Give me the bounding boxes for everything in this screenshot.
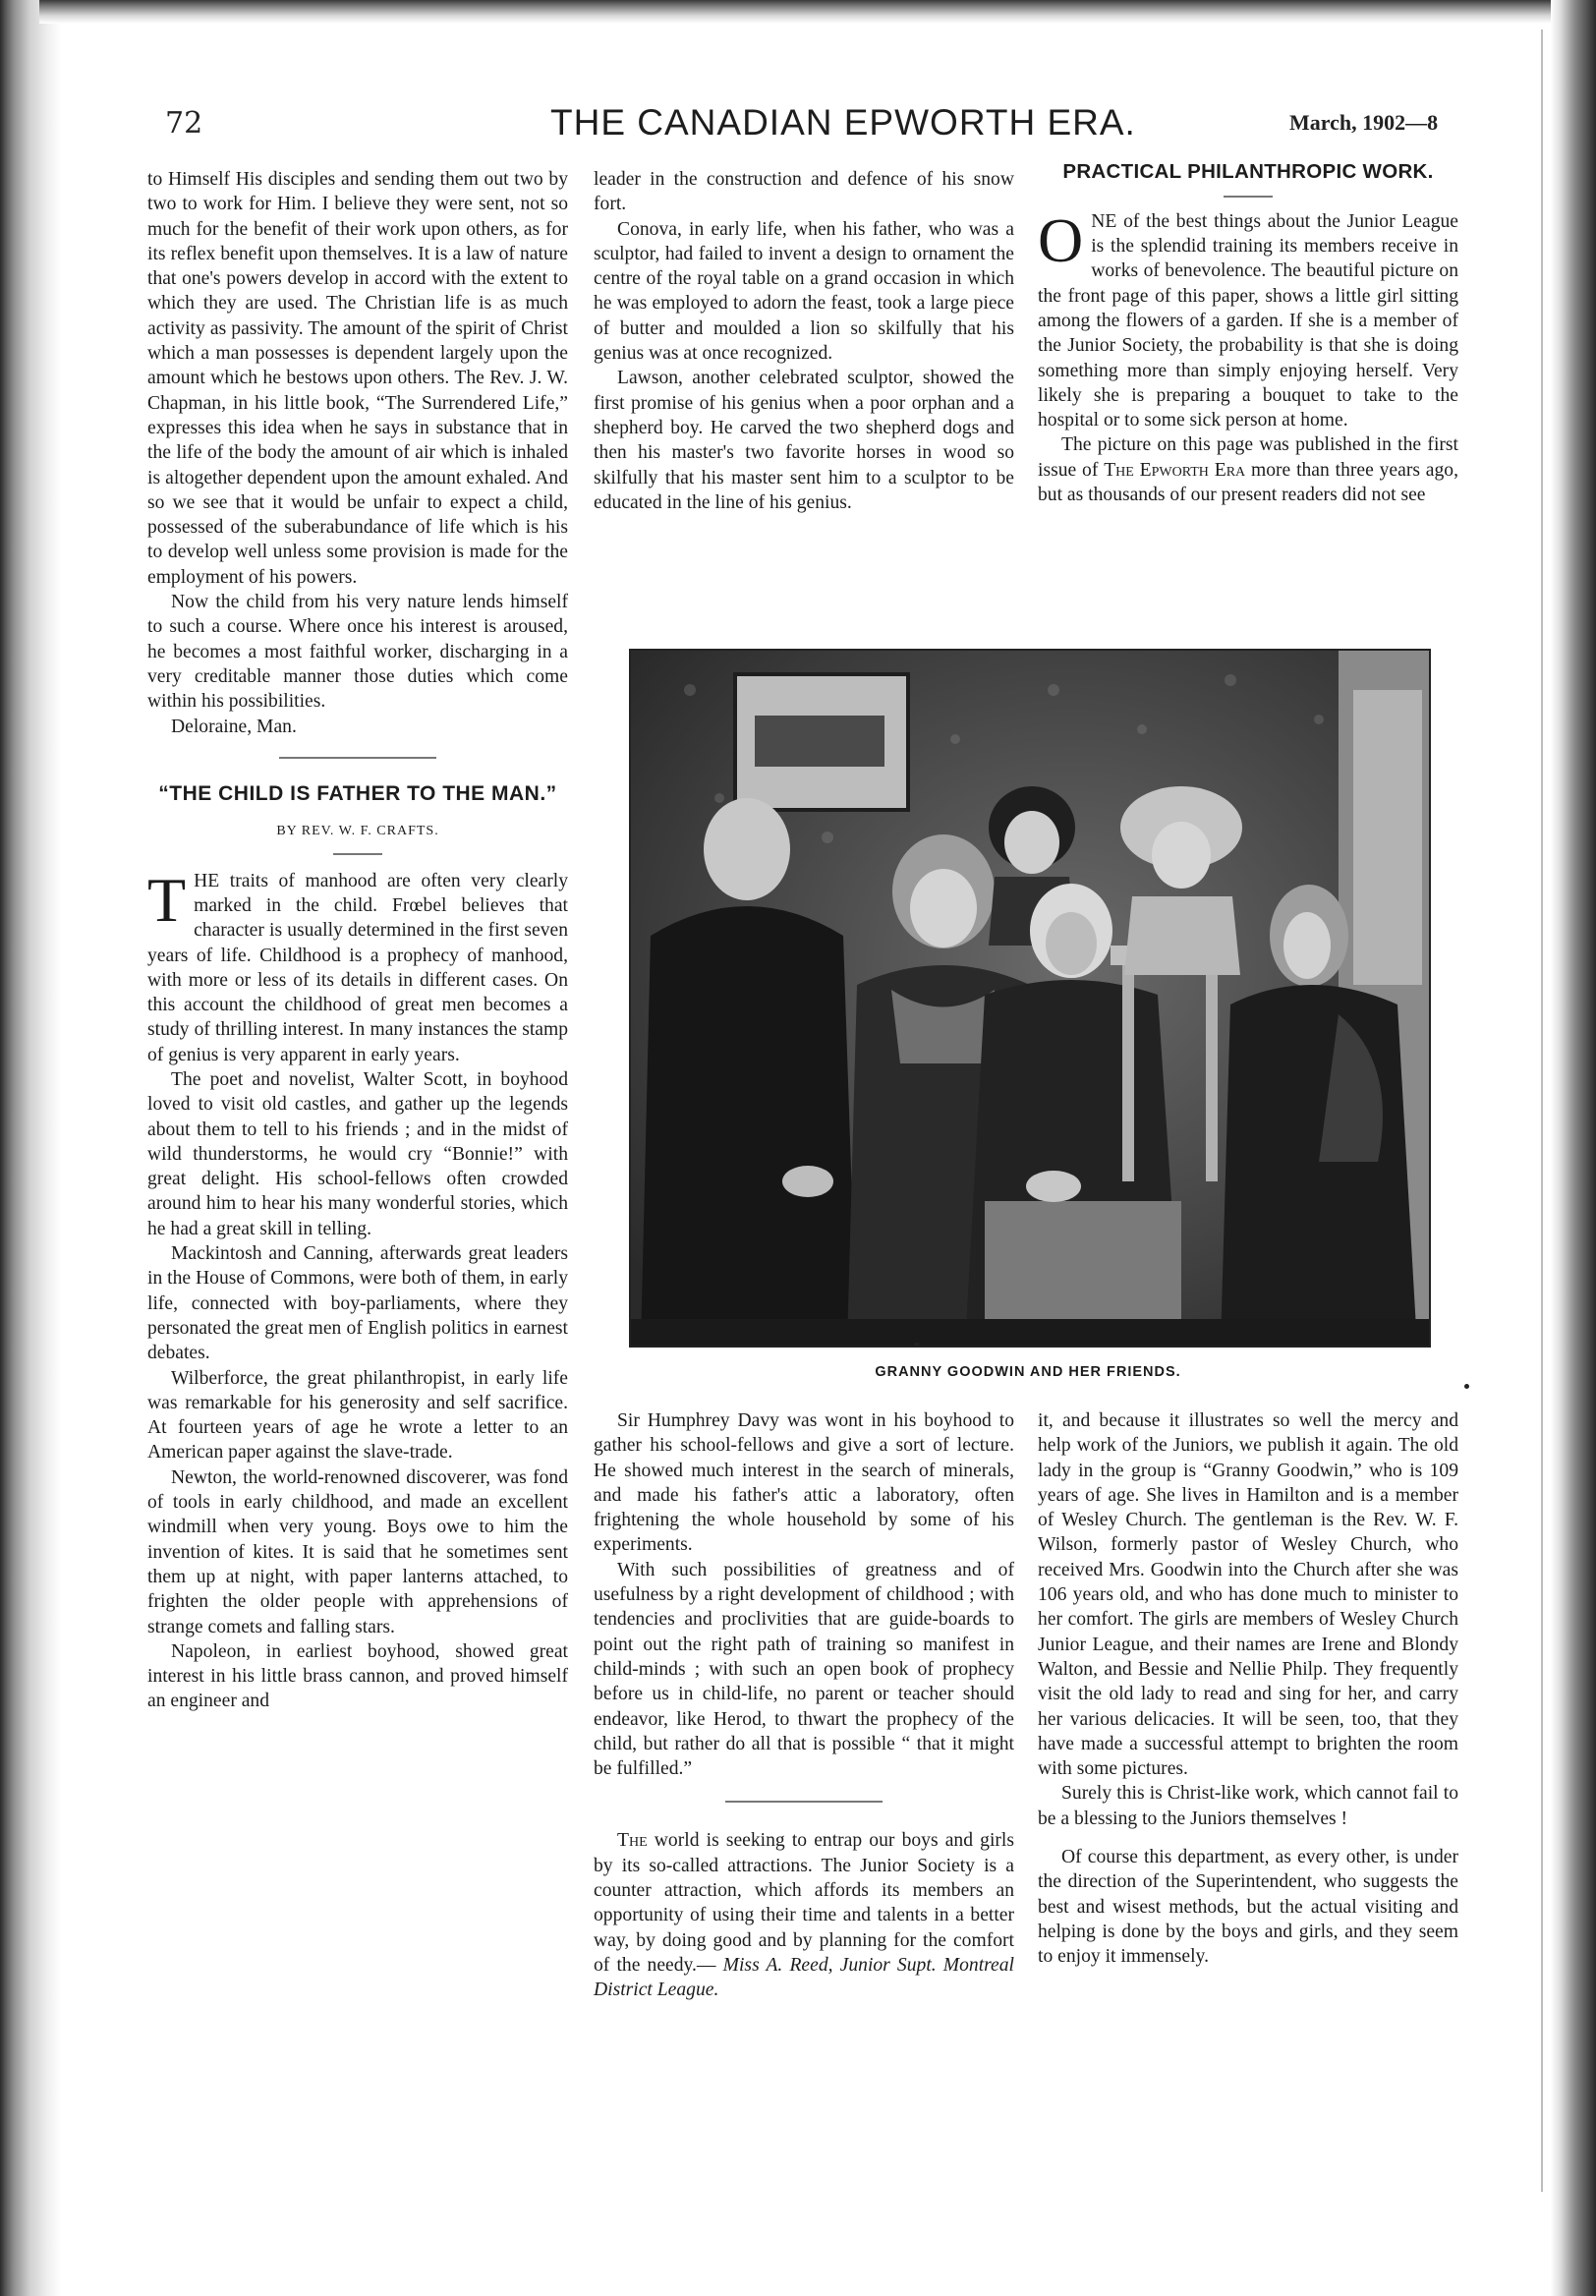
page-edge-line <box>1541 29 1543 2192</box>
divider-rule <box>279 757 436 759</box>
divider-rule <box>333 853 382 855</box>
column-2-top <box>594 167 1014 515</box>
issue-date: March, 1902—8 <box>1289 110 1439 135</box>
signoff: Deloraine, Man. <box>171 716 297 737</box>
scan-speck <box>1464 1384 1469 1389</box>
divider-rule <box>725 1801 883 1803</box>
right-edge-shadow <box>1551 0 1596 2296</box>
col2-paragraph: Lawson, another celebrated sculptor, showed the first promise of his genius when a poor orphan and a shepherd boy. He carved the two shepherd dogs and then his master's two favorite horses in wood so skilfully that his master sent him to a sculptor to be educated in the line of his genius. <box>594 368 1014 513</box>
drop-cap: T <box>147 864 187 935</box>
col3-paragraph <box>1038 432 1458 507</box>
paragraph-text: The picture on this page was published in the first issue of <box>1038 434 1458 481</box>
paragraph-text: more than three years ago, but as thousands of our present readers did not see <box>1038 459 1458 506</box>
col2-paragraph: With such possibilities of greatness and of usefulness by a right development of childhood ; with tendencies and proclivities that are guide-boards to point out the right path of training so manifest in child-minds ; with such an open book of prophecy before us in child-life, no parent or teacher should endeavor, like Herod, to thwart the prophecy of the child, but rather do all that is possible “ that it might be fulfilled.” <box>594 1559 1014 1780</box>
group-photograph <box>629 649 1431 1348</box>
col2-paragraph: leader in the construction and defence of his snow fort. <box>594 169 1014 215</box>
col3-paragraph: Surely this is Christ-like work, which cannot fail to be a blessing to the Juniors themselves ! <box>1038 1783 1458 1829</box>
page-number: 72 <box>165 106 203 141</box>
column-1 <box>147 167 568 1714</box>
col1-paragraph: The poet and novelist, Walter Scott, in boyhood loved to visit old castles, and gather up the legends about them to tell to his friends ; and in the midst of wild thunderstorms, he would cry “Bonnie!” with great delight. His school-fellows often crowded around him to hear his many wonderful stories, which he had a great skill in telling. <box>147 1069 568 1239</box>
section-title: PRACTICAL PHILANTHROPIC WORK. <box>1062 160 1434 183</box>
article-opening <box>147 864 568 1067</box>
divider-rule <box>1224 196 1273 198</box>
byline: BY REV. W. F. CRAFTS. <box>276 823 439 838</box>
col3-paragraph: Of course this department, as every other, is under the direction of the Superintendent, who suggests the best and wisest methods, but the actual visiting and helping is done by the boys and girls, and they seem to enjoy it immensely. <box>1038 1847 1458 1968</box>
running-head <box>0 102 1596 151</box>
col1-paragraph: Napoleon, in earliest boyhood, showed great interest in his little brass cannon, and proved himself an engineer and <box>147 1640 568 1712</box>
col3-paragraph: it, and because it illustrates so well the mercy and help work of the Juniors, we publish it again. The old lady in the group is “Granny Goodwin,” who is 109 years of age. She lives in Hamilton and is a member of Wesley Church. The gentleman is the Rev. W. F. Wilson, formerly pastor of Wesley Church, who received Mrs. Goodwin into the Church after she was 106 years old, and who has done much to minister to her comfort. The girls are members of Wesley Church Junior League, and their names are Irene and Blondy Walton, and Bessie and Nellie Philp. They frequently visit the old lady to read and sing for her, and carry her various delicacies. It will be seen, too, that they have made a successful attempt to brighten the room with some pictures. <box>1038 1410 1458 1780</box>
col3-paragraph: NE of the best things about the Junior League is the splendid training its members receive in works of benevolence. The beautiful picture on the front page of this paper, shows a little girl sitting among the flowers of a garden. If she is a member of the Junior Society, the probability is that she is doing something more than simply enjoying herself. Very likely she is preparing a bouquet to take to the hospital or to some sick person at home. <box>1038 210 1458 431</box>
photo-illustration <box>631 651 1429 1346</box>
column-2-bottom <box>594 1408 1014 2003</box>
paragraph-text: world is seeking to entrap our boys and girls by its so-called attractions. The Junior Society is a counter attraction, which affords its members an opportunity of using their time and talents in a better way, by doing good and by planning for the comfort of the needy.— <box>594 1830 1014 1976</box>
col1-paragraph: Newton, the world-renowned discoverer, was fond of tools in early childhood, and made an excellent windmill when very young. Boys owe to him the invention of kites. It is said that he sometimes sent them up at night, with paper lanterns attached, to frighten the older people with apprehensions of strange comets and falling stars. <box>147 1466 568 1637</box>
column-3-top <box>1038 159 1458 507</box>
article-title: “THE CHILD IS FATHER TO THE MAN.” <box>158 781 557 805</box>
col2-paragraph: Conova, in early life, when his father, who was a sculptor, had failed to invent a design to ornament the centre of the royal table on a grand occasion in which he was employed to adorn the feast, took a large piece of butter and moulded a lion so skilfully that his genius was at once recognized. <box>594 218 1014 365</box>
section-opening <box>1038 204 1458 433</box>
col2-paragraph: Sir Humphrey Davy was wont in his boyhood to gather his school-fellows and give a sort of lecture. He showed much interest in the search of minerals, and made his father's attic a laboratory, often frightening the whole household by some of his experiments. <box>594 1410 1014 1556</box>
col2-paragraph <box>594 1828 1014 2002</box>
col1-paragraph: to Himself His disciples and sending them out two by two to work for Him. I believe they were sent, not so much for the benefit of their work upon others, as for its reflex benefit upon themselves. It is a law of nature that one's powers develop in accord with the extent to which they are used. The Christian life is as much activity as passivity. The amount of the spirit of Christ which a man possesses is dependent largely upon the amount which he bestows upon others. The Rev. J. W. Chapman, in his little book, “The Surrendered Life,” expresses this idea when he says in substance that in the life of the body the amount of air which is inhaled is altogether dependent upon the amount exhaled. And so we see that it would be unfair to expect a child, possessed of the suberabundance of life which is his to develop well unless some provision is made for the employment of his powers. <box>147 169 568 588</box>
col1-paragraph: Wilberforce, the great philanthropist, in early life was remarkable for his generosity and self sacrifice. At fourteen years of age he wrote a letter to an American paper against the slave-trade. <box>147 1367 568 1464</box>
binding-shadow <box>0 0 61 2296</box>
photo-caption: GRANNY GOODWIN AND HER FRIENDS. <box>875 1364 1181 1380</box>
journal-name: The Epworth Era <box>1104 459 1246 481</box>
scan-speck <box>914 1343 920 1346</box>
col1-paragraph: Now the child from his very nature lends himself to such a course. Where once his interest is aroused, he becomes a most faithful worker, discharging in a very creditable manner those duties which come within his possibilities. <box>147 592 568 713</box>
column-3-bottom <box>1038 1408 1458 1970</box>
journal-title: THE CANADIAN EPWORTH ERA. <box>550 102 1136 143</box>
signature: Miss A. Reed, Junior Supt. Montreal District League. <box>594 1954 1014 2001</box>
top-edge-shadow <box>39 0 1553 24</box>
lead-word: The <box>617 1830 648 1852</box>
col1-paragraph: Mackintosh and Canning, afterwards great leaders in the House of Commons, were both of them, in early life, connected with boy-parliaments, where they personated the great men of English politics in earnest debates. <box>147 1243 568 1364</box>
col1-paragraph: HE traits of manhood are often very clearly marked in the child. Frœbel believes that character is usually determined in the first seven years of life. Childhood is a prophecy of manhood, with more or less of its details in different cases. On this account the childhood of great men becomes a study of thrilling interest. In many instances the stamp of genius is very apparent in early years. <box>147 870 568 1065</box>
drop-cap: O <box>1038 204 1084 275</box>
